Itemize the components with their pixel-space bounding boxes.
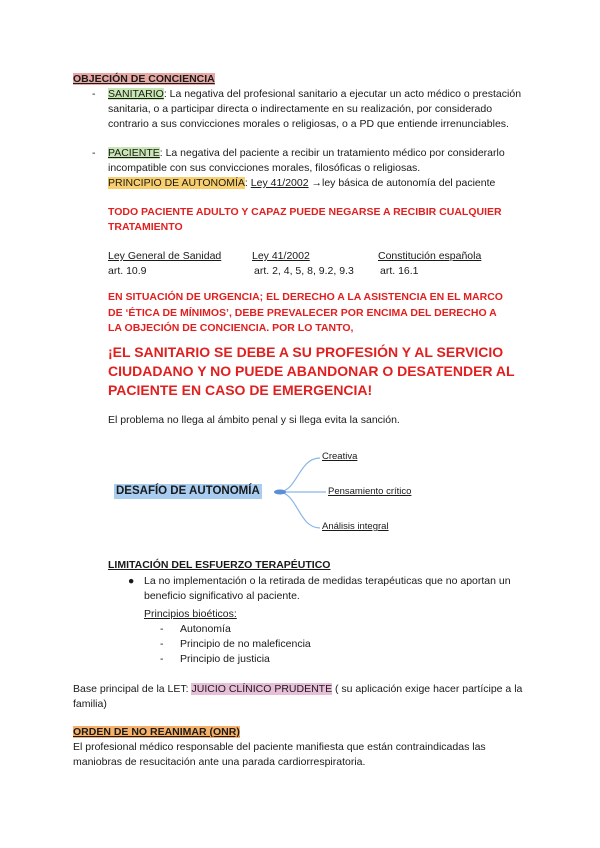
section-heading-objecion: OBJECIÓN DE CONCIENCIA bbox=[73, 73, 215, 85]
law-name: Constitución española bbox=[378, 250, 482, 262]
section-heading-onr: ORDEN DE NO REANIMAR (ONR) bbox=[73, 726, 240, 738]
diagram-branch: Creativa bbox=[322, 451, 358, 462]
law-articles: art. 10.9 bbox=[108, 265, 147, 277]
law-articles: art. 16.1 bbox=[380, 265, 419, 277]
dash-bullet: - bbox=[92, 147, 96, 159]
bullet-dot: ● bbox=[128, 575, 135, 587]
list-item-paciente bbox=[92, 146, 532, 176]
let-definition: ● La no implementación o la retirada de medidas terapéuticas que no aportan un beneficio significativo al paciente. bbox=[128, 575, 511, 602]
base-principal: Base principal de la LET: JUICIO CLÍNICO PRUDENTE ( su aplicación exige hacer partícipe a la familia) bbox=[73, 683, 523, 710]
term-sanitario: SANITARIO bbox=[108, 88, 164, 100]
list-item: - Autonomía bbox=[160, 623, 231, 635]
list-item: - Principio de justicia bbox=[160, 653, 270, 665]
diagram-branch: Pensamiento crítico bbox=[328, 486, 412, 497]
warning-emergencia: ¡EL SANITARIO SE DEBE A SU PROFESIÓN Y AL SERVICIO CIUDADANO Y NO PUEDE ABANDONAR O DESATENDER AL PACIENTE EN CASO DE EMERGENCIA! bbox=[108, 344, 515, 398]
section-heading-let: LIMITACIÓN DEL ESFUERZO TERAPÉUTICO bbox=[108, 559, 331, 571]
diagram-center-node: DESAFÍO DE AUTONOMÍA bbox=[116, 485, 260, 497]
principles-label: Principios bioéticos: bbox=[144, 608, 237, 620]
dash-bullet: - bbox=[92, 88, 96, 100]
term-paciente: PACIENTE bbox=[108, 147, 160, 159]
law-name: Ley 41/2002 bbox=[252, 250, 310, 262]
warning-urgencia: EN SITUACIÓN DE URGENCIA; EL DERECHO A LA ASISTENCIA EN EL MARCO DE ‘ÉTICA DE MÍNIMOS’, DEBE PREVALECER POR ENCIMA DEL DERECHO A LA OBJECIÓN DE CONCIENCIA. POR LO TANTO, bbox=[108, 291, 503, 334]
diagram-branch: Análisis integral bbox=[322, 521, 389, 532]
principle-desc: →ley básica de autonomía del paciente bbox=[308, 177, 496, 189]
law-name: Ley General de Sanidad bbox=[108, 250, 222, 262]
definition-paciente: : La negativa del paciente a recibir un tratamiento médico por considerarlo incompatible con sus convicciones morales, filosóficas o religiosas. bbox=[108, 147, 505, 174]
definition-sanitario: : La negativa del profesional sanitario a ejecutar un acto médico o prestación sanitaria, o a participar directa o indirectamente en su realización, por considerado contrario a sus convicciones morales o religiosas, o a PD que entiende irrenunciables. bbox=[108, 88, 522, 130]
onr-definition: El profesional médico responsable del paciente manifiesta que están contraindicadas las maniobras de resucitación ante una parada cardiorrespiratoria. bbox=[73, 741, 486, 768]
principles-list bbox=[160, 622, 460, 667]
law-articles: art. 2, 4, 5, 8, 9.2, 9.3 bbox=[254, 265, 354, 277]
laws-table bbox=[108, 249, 538, 281]
principle-law: Ley 41/2002 bbox=[250, 177, 309, 189]
list-item-sanitario bbox=[92, 87, 532, 132]
principle-label: PRINCIPIO DE AUTONOMÍA bbox=[108, 177, 245, 189]
juicio-clinico-highlight: JUICIO CLÍNICO PRUDENTE bbox=[191, 683, 333, 695]
warning-consent: TODO PACIENTE ADULTO Y CAPAZ PUEDE NEGARSE A RECIBIR CUALQUIER TRATAMIENTO bbox=[108, 206, 502, 233]
autonomy-diagram bbox=[108, 448, 428, 538]
list-item: - Principio de no maleficencia bbox=[160, 638, 311, 650]
principle-line: PRINCIPIO DE AUTONOMÍA: Ley 41/2002 →ley básica de autonomía del paciente bbox=[108, 177, 496, 189]
note-penal: El problema no llega al ámbito penal y si llega evita la sanción. bbox=[108, 414, 400, 426]
